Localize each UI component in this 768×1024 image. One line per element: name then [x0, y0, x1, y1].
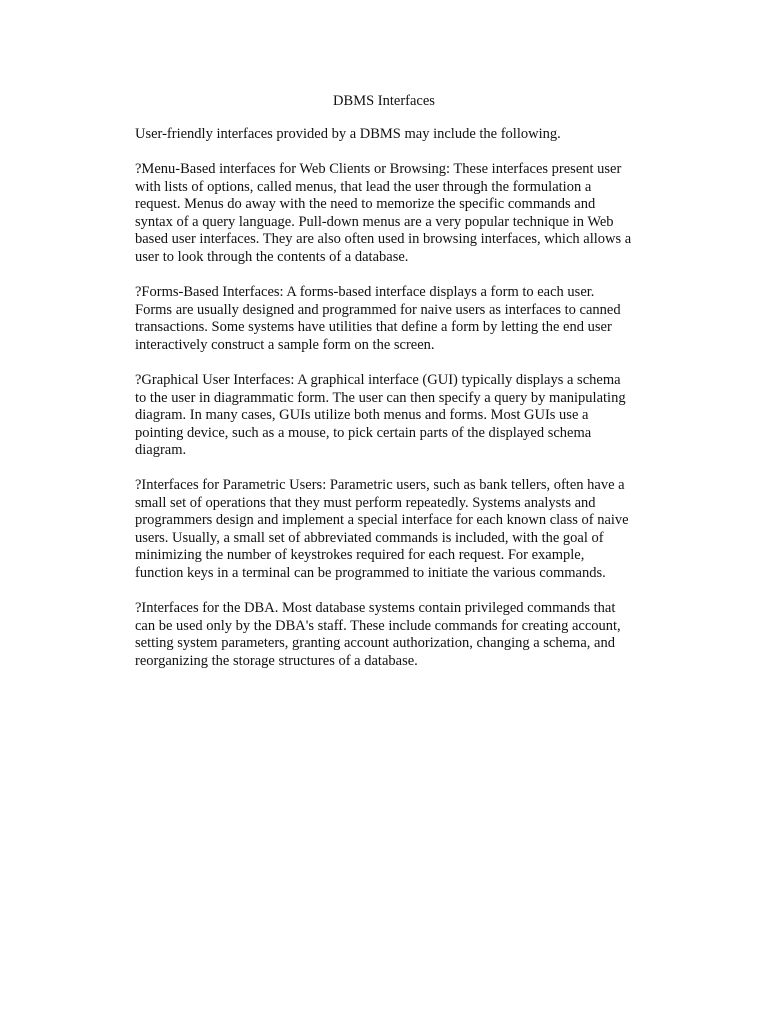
section-parametric [135, 477, 655, 583]
text-line: ?Forms-Based Interfaces: A forms-based interface displays a form to each user. [135, 284, 595, 300]
text-line: small set of operations that they must perform repeatedly. Systems analysts and [135, 494, 596, 511]
text-line: ?Graphical User Interfaces: A graphical interface (GUI) typically displays a schema [135, 372, 621, 388]
text-line: ?Interfaces for Parametric Users: Parametric users, such as bank tellers, often have a [135, 477, 625, 493]
text-line: based user interfaces. They are also often used in browsing interfaces, which allows a [135, 231, 632, 248]
page-title: DBMS Interfaces [333, 93, 435, 109]
section-graphical [135, 372, 655, 460]
section-dba [135, 600, 655, 670]
text-line: setting system parameters, granting account authorization, changing a schema, and [135, 635, 615, 652]
intro-paragraph: User-friendly interfaces provided by a DBMS may include the following. [135, 126, 561, 142]
text-line: can be used only by the DBA's staff. These include commands for creating account, [135, 617, 621, 634]
text-line: transactions. Some systems have utilities that define a form by letting the end user [135, 319, 612, 336]
text-line: users. Usually, a small set of abbreviated commands is included, with the goal of [135, 529, 604, 546]
text-line: Forms are usually designed and programmed for naive users as interfaces to canned [135, 301, 621, 318]
text-line: diagram. In many cases, GUIs utilize both menus and forms. Most GUIs use a [135, 407, 589, 424]
text-line: pointing device, such as a mouse, to pick certain parts of the displayed schema [135, 424, 592, 441]
text-line: function keys in a terminal can be programmed to initiate the various commands. [135, 564, 606, 581]
text-line: user to look through the contents of a database. [135, 248, 409, 265]
text-line: ?Menu-Based interfaces for Web Clients or Browsing: These interfaces present user [135, 161, 622, 177]
section-forms-based [135, 284, 655, 354]
text-line: with lists of options, called menus, that lead the user through the formulation a [135, 178, 592, 195]
section-menu-based [135, 161, 655, 267]
text-line: to the user in diagrammatic form. The user can then specify a query by manipulating [135, 389, 626, 406]
text-line: reorganizing the storage structures of a database. [135, 652, 418, 669]
text-line: minimizing the number of keystrokes required for each request. For example, [135, 547, 585, 564]
text-line: diagram. [135, 442, 187, 459]
text-line: request. Menus do away with the need to memorize the specific commands and [135, 196, 596, 213]
text-line: programmers design and implement a special interface for each known class of naive [135, 512, 629, 529]
text-line: syntax of a query language. Pull-down menus are a very popular technique in Web [135, 213, 614, 230]
text-line: interactively construct a sample form on the screen. [135, 336, 435, 353]
text-line: ?Interfaces for the DBA. Most database systems contain privileged commands that [135, 600, 616, 616]
